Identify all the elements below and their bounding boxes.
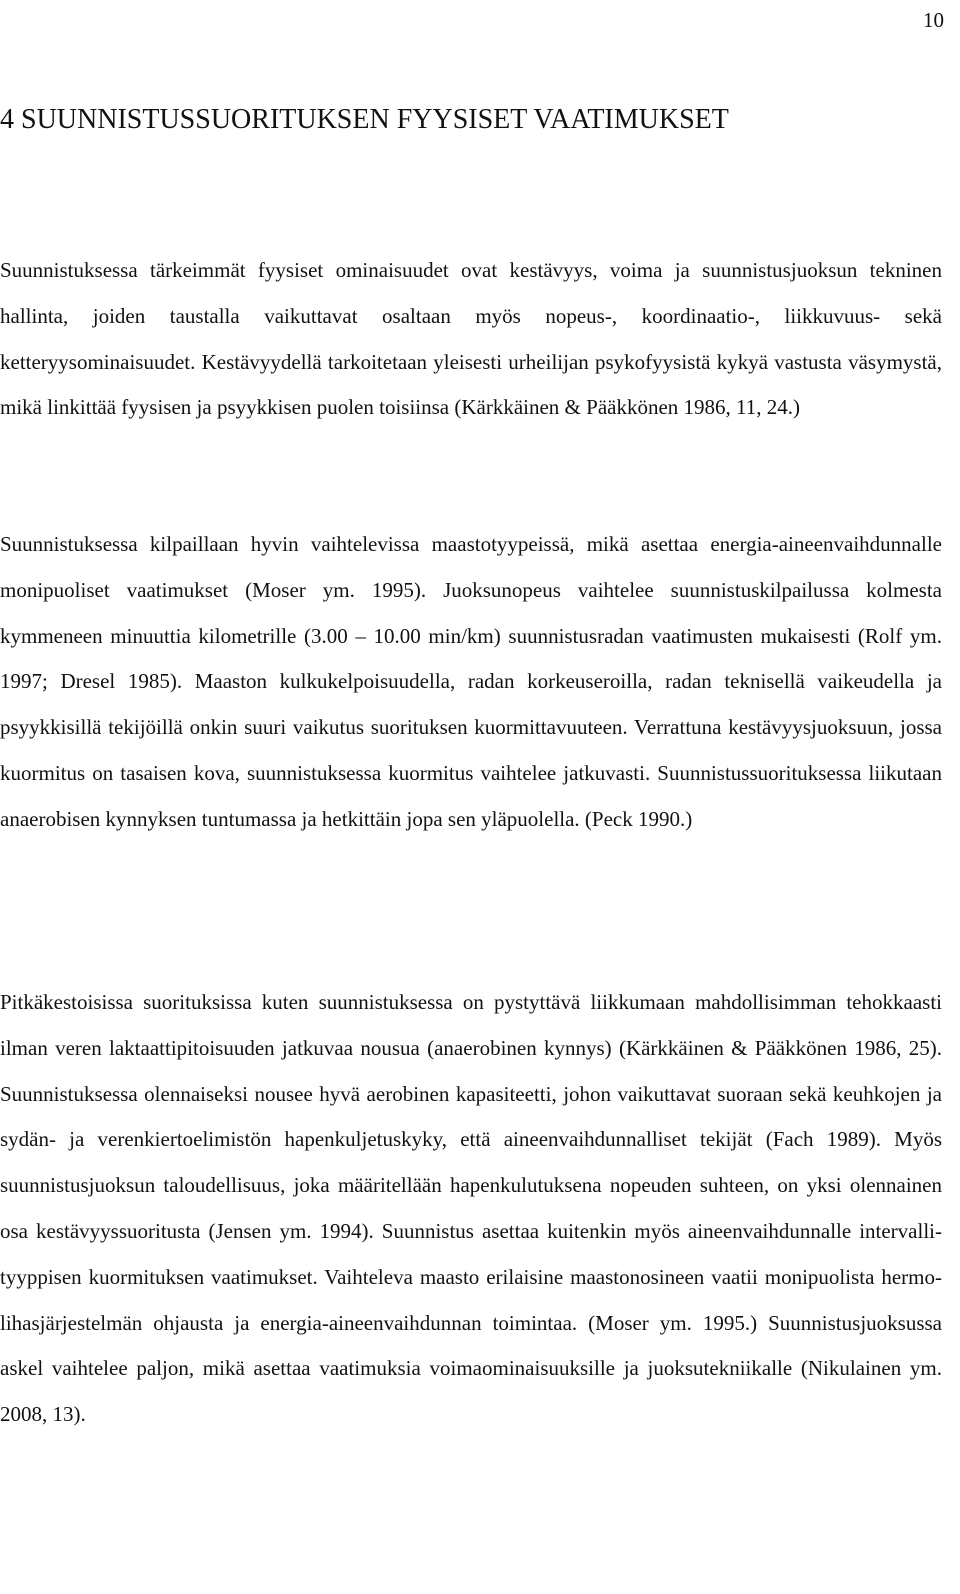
- paragraph-2: Suunnistuksessa kilpaillaan hyvin vaihtelevissa maastotyypeissä, mikä asettaa energia-aineenvaihdunnalle monipuoliset vaatimukset (Moser ym. 1995). Juoksunopeus vaihtelee suunnistuskilpailussa kolmesta kymmeneen minuuttia kilometrille (3.00 – 10.00 min/km) suunnistusradan vaatimusten mukaisesti (Rolf ym. 1997; Dresel 1985). Maaston kulkukelpoisuudella, radan korkeuseroilla, radan teknisellä vaikeudella ja psyykkisillä tekijöillä onkin suuri vaikutus suorituksen kuormittavuuteen. Verrattuna kestävyysjuoksuun, jossa kuormitus on tasaisen kova, suunnistuksessa kuormitus vaihtelee jatkuvasti. Suunnistussuorituksessa liikutaan anaerobisen kynnyksen tuntumassa ja hetkittäin jopa sen yläpuolella. (Peck 1990.): [0, 532, 942, 831]
- page-number: 10: [923, 8, 944, 32]
- paragraph-3: Pitkäkestoisissa suorituksissa kuten suunnistuksessa on pystyttävä liikkumaan mahdollisimman tehokkaasti ilman veren laktaattipitoisuuden jatkuvaa nousua (anaerobinen kynnys) (Kärkkäinen & Pääkkönen 1986, 25). Suunnistuksessa olennaiseksi nousee hyvä aerobinen kapasiteetti, johon vaikuttavat suoraan sekä keuhkojen ja sydän- ja verenkiertoelimistön hapenkuljetuskyky, että aineenvaihdunnalliset tekijät (Fach 1989). Myös suunnistusjuoksun taloudellisuus, joka määritellään hapenkulutuksena nopeuden suhteen, on yksi olennainen osa kestävyyssuoritusta (Jensen ym. 1994). Suunnistus asettaa kuitenkin myös aineenvaihdunnalle intervalli-tyyppisen kuormituksen vaatimukset. Vaihteleva maasto erilaisine maastonosineen vaatii monipuolista hermo-lihasjärjestelmän ohjausta ja energia-aineenvaihdunnan toimintaa. (Moser ym. 1995.) Suunnistusjuoksussa askel vaihtelee paljon, mikä asettaa vaatimuksia voimaominaisuuksille ja juoksutekniikalle (Nikulainen ym. 2008, 13).: [0, 990, 942, 1427]
- section-heading: 4 SUUNNISTUSSUORITUKSEN FYYSISET VAATIMUKSET: [0, 104, 729, 135]
- paragraph-1: Suunnistuksessa tärkeimmät fyysiset ominaisuudet ovat kestävyys, voima ja suunnistusjuoksun tekninen hallinta, joiden taustalla vaikuttavat osaltaan myös nopeus-, koordinaatio-, liikkuvuus- sekä ketteryysominaisuudet. Kestävyydellä tarkoitetaan yleisesti urheilijan psykofyysistä kykyä vastusta väsymystä, mikä linkittää fyysisen ja psyykkisen puolen toisiinsa (Kärkkäinen & Pääkkönen 1986, 11, 24.): [0, 258, 942, 420]
